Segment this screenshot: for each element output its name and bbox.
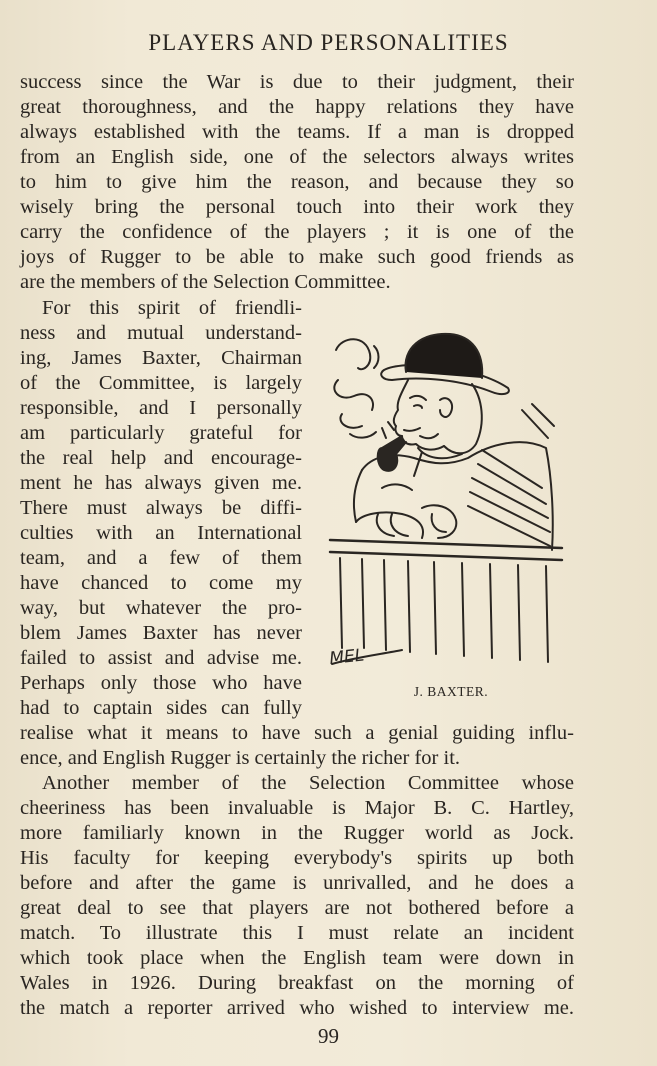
running-head: PLAYERS AND PERSONALITIES (148, 30, 509, 55)
text-line: carry the confidence of the players ; it is one of the (20, 221, 574, 243)
text-line: For this spirit of friendli- (42, 297, 302, 319)
text-line: realise what it means to have such a genial guiding influ- (20, 722, 574, 744)
text-line: There must always be diffi- (20, 497, 302, 519)
text-line: ence, and English Rugger is certainly the richer for it. (20, 747, 461, 769)
text-line: way, but whatever the pro- (20, 597, 302, 619)
text-line: ing, James Baxter, Chairman (20, 347, 302, 369)
text-line: great thoroughness, and the happy relations they have (20, 96, 574, 118)
text-line: cheeriness has been invaluable is Major B. C. Hartley, (20, 797, 574, 819)
text-line: responsible, and I personally (20, 397, 302, 419)
text-line: had to captain sides can fully (20, 697, 302, 719)
text-line: which took place when the English team were down in (20, 947, 574, 969)
text-line: His faculty for keeping everybody's spirits up both (20, 847, 574, 869)
text-line: team, and a few of them (20, 547, 302, 569)
text-line: before and after the game is unrivalled, and he does a (20, 872, 574, 894)
illustration-caption: J. BAXTER. (413, 684, 489, 699)
text-line: of the Committee, is largely (20, 372, 302, 394)
page-number: 99 (318, 1024, 339, 1048)
text-line: Perhaps only those who have (20, 672, 302, 694)
text-line: culties with an International (20, 522, 302, 544)
text-line: match. To illustrate this I must relate an incident (20, 922, 574, 944)
text-line: more familiarly known in the Rugger world as Jock. (20, 822, 574, 844)
text-line: to him to give him the reason, and because they so (20, 171, 574, 193)
text-line: always established with the teams. If a man is dropped (20, 121, 574, 143)
text-line: great deal to see that players are not bothered before a (20, 897, 574, 919)
text-line: Another member of the Selection Committee whose (42, 772, 574, 794)
text-line: wisely bring the personal touch into their work they (20, 196, 574, 218)
baxter-caricature-illustration (322, 318, 580, 680)
text-line: Wales in 1926. During breakfast on the morning of (20, 972, 574, 994)
text-line: ment he has always given me. (20, 472, 302, 494)
text-line: success since the War is due to their judgment, their (20, 71, 574, 93)
text-line: are the members of the Selection Committee. (20, 271, 391, 293)
text-line: from an English side, one of the selectors always writes (20, 146, 574, 168)
text-line: am particularly grateful for (20, 422, 302, 444)
text-line: the real help and encourage- (20, 447, 302, 469)
text-line: joys of Rugger to be able to make such good friends as (20, 246, 574, 268)
text-line: have chanced to come my (20, 572, 302, 594)
text-line: blem James Baxter has never (20, 622, 302, 644)
text-line: failed to assist and advise me. (20, 647, 302, 669)
artist-signature: MEL (328, 645, 366, 669)
text-line: the match a reporter arrived who wished to interview me. (20, 997, 574, 1019)
text-line: ness and mutual understand- (20, 322, 302, 344)
